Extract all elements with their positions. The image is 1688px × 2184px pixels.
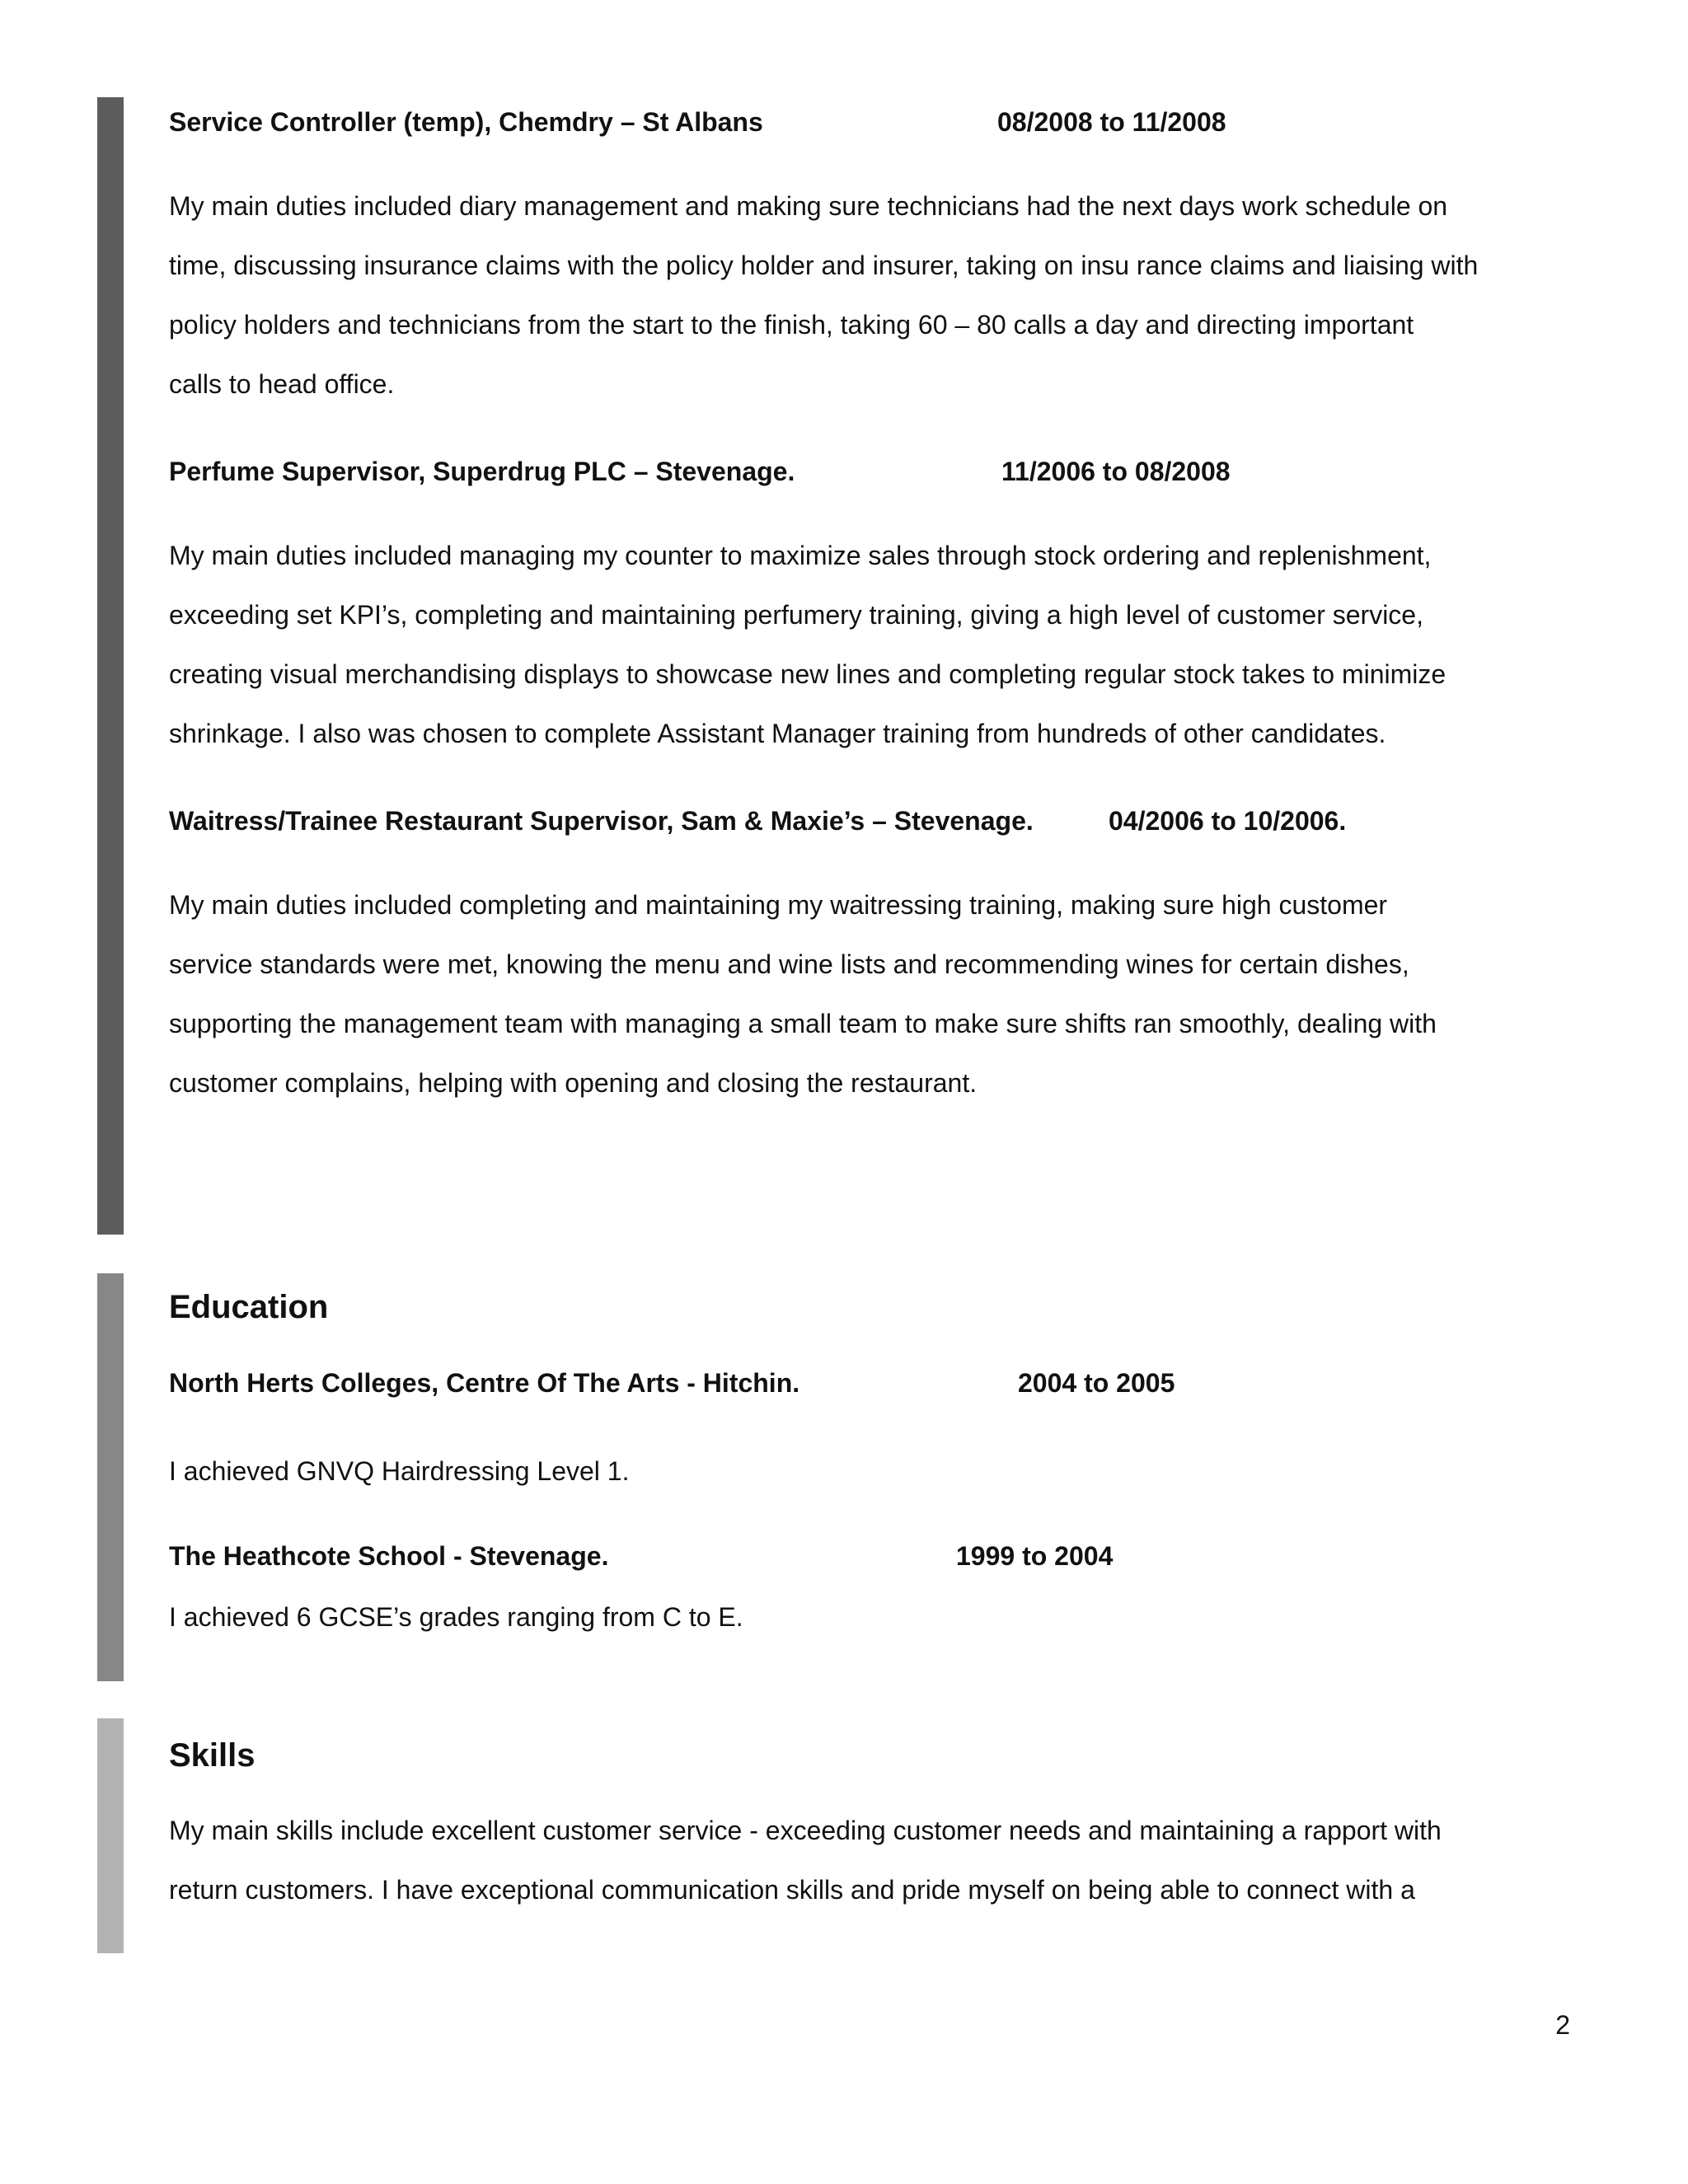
page-number: 2 [1555, 2010, 1570, 2040]
education-dates: 2004 to 2005 [1018, 1368, 1175, 1398]
skills-section-bar [97, 1718, 124, 1953]
text-line: policy holders and technicians from the start to the finish, taking 60 – 80 calls a day and directing important [169, 310, 1414, 340]
text-line: shrinkage. I also was chosen to complete Assistant Manager training from hundreds of other candidates. [169, 719, 1386, 748]
job-heading [169, 455, 1231, 488]
text-line: My main duties included completing and maintaining my waitressing training, making sure high customer [169, 890, 1388, 920]
job-description [169, 875, 1578, 1113]
text-line: supporting the management team with managing a small team to make sure shifts ran smoothly, dealing with [169, 1009, 1437, 1038]
education-detail: I achieved GNVQ Hairdressing Level 1. [169, 1456, 630, 1486]
text-line: exceeding set KPI’s, completing and maintaining perfumery training, giving a high level of customer service, [169, 600, 1423, 630]
text-line: My main duties included managing my counter to maximize sales through stock ordering and replenishment, [169, 541, 1432, 570]
text-line: time, discussing insurance claims with the policy holder and insurer, taking on insu rance claims and liaising with [169, 251, 1479, 280]
job-dates: 11/2006 to 08/2008 [1001, 457, 1231, 486]
school-name: North Herts Colleges, Centre Of The Arts - Hitchin. [169, 1368, 800, 1398]
education-dates: 1999 to 2004 [956, 1541, 1114, 1571]
education-heading [169, 1540, 1114, 1572]
text-line: service standards were met, knowing the menu and wine lists and recommending wines for certain dishes, [169, 949, 1409, 979]
job-title: Waitress/Trainee Restaurant Supervisor, Sam & Maxie’s – Stevenage. [169, 806, 1034, 836]
skills-description [169, 1801, 1578, 1919]
text-line: My main skills include excellent customer service - exceeding customer needs and maintaining a rapport with [169, 1816, 1442, 1845]
job-description [169, 526, 1578, 763]
job-description [169, 176, 1578, 414]
section-heading-education: Education [169, 1289, 329, 1325]
text-line: return customers. I have exceptional communication skills and pride myself on being able to connect with a [169, 1875, 1415, 1905]
section-heading-skills: Skills [169, 1737, 256, 1774]
text-line: calls to head office. [169, 369, 395, 399]
education-heading [169, 1366, 1175, 1399]
job-dates: 08/2008 to 11/2008 [997, 107, 1226, 137]
experience-section-bar [97, 97, 124, 1235]
job-title: Perfume Supervisor, Superdrug PLC – Stevenage. [169, 457, 795, 486]
text-line: customer complains, helping with opening and closing the restaurant. [169, 1068, 978, 1098]
job-dates: 04/2006 to 10/2006. [1109, 806, 1347, 836]
job-title: Service Controller (temp), Chemdry – St Albans [169, 107, 763, 137]
education-section-bar [97, 1273, 124, 1681]
text-line: My main duties included diary management and making sure technicians had the next days work schedule on [169, 191, 1448, 221]
job-heading [169, 105, 1226, 138]
education-detail: I achieved 6 GCSE’s grades ranging from C to E. [169, 1602, 743, 1632]
school-name: The Heathcote School - Stevenage. [169, 1541, 609, 1571]
text-line: creating visual merchandising displays to showcase new lines and completing regular stock takes to minimize [169, 659, 1447, 689]
job-heading [169, 804, 1347, 837]
